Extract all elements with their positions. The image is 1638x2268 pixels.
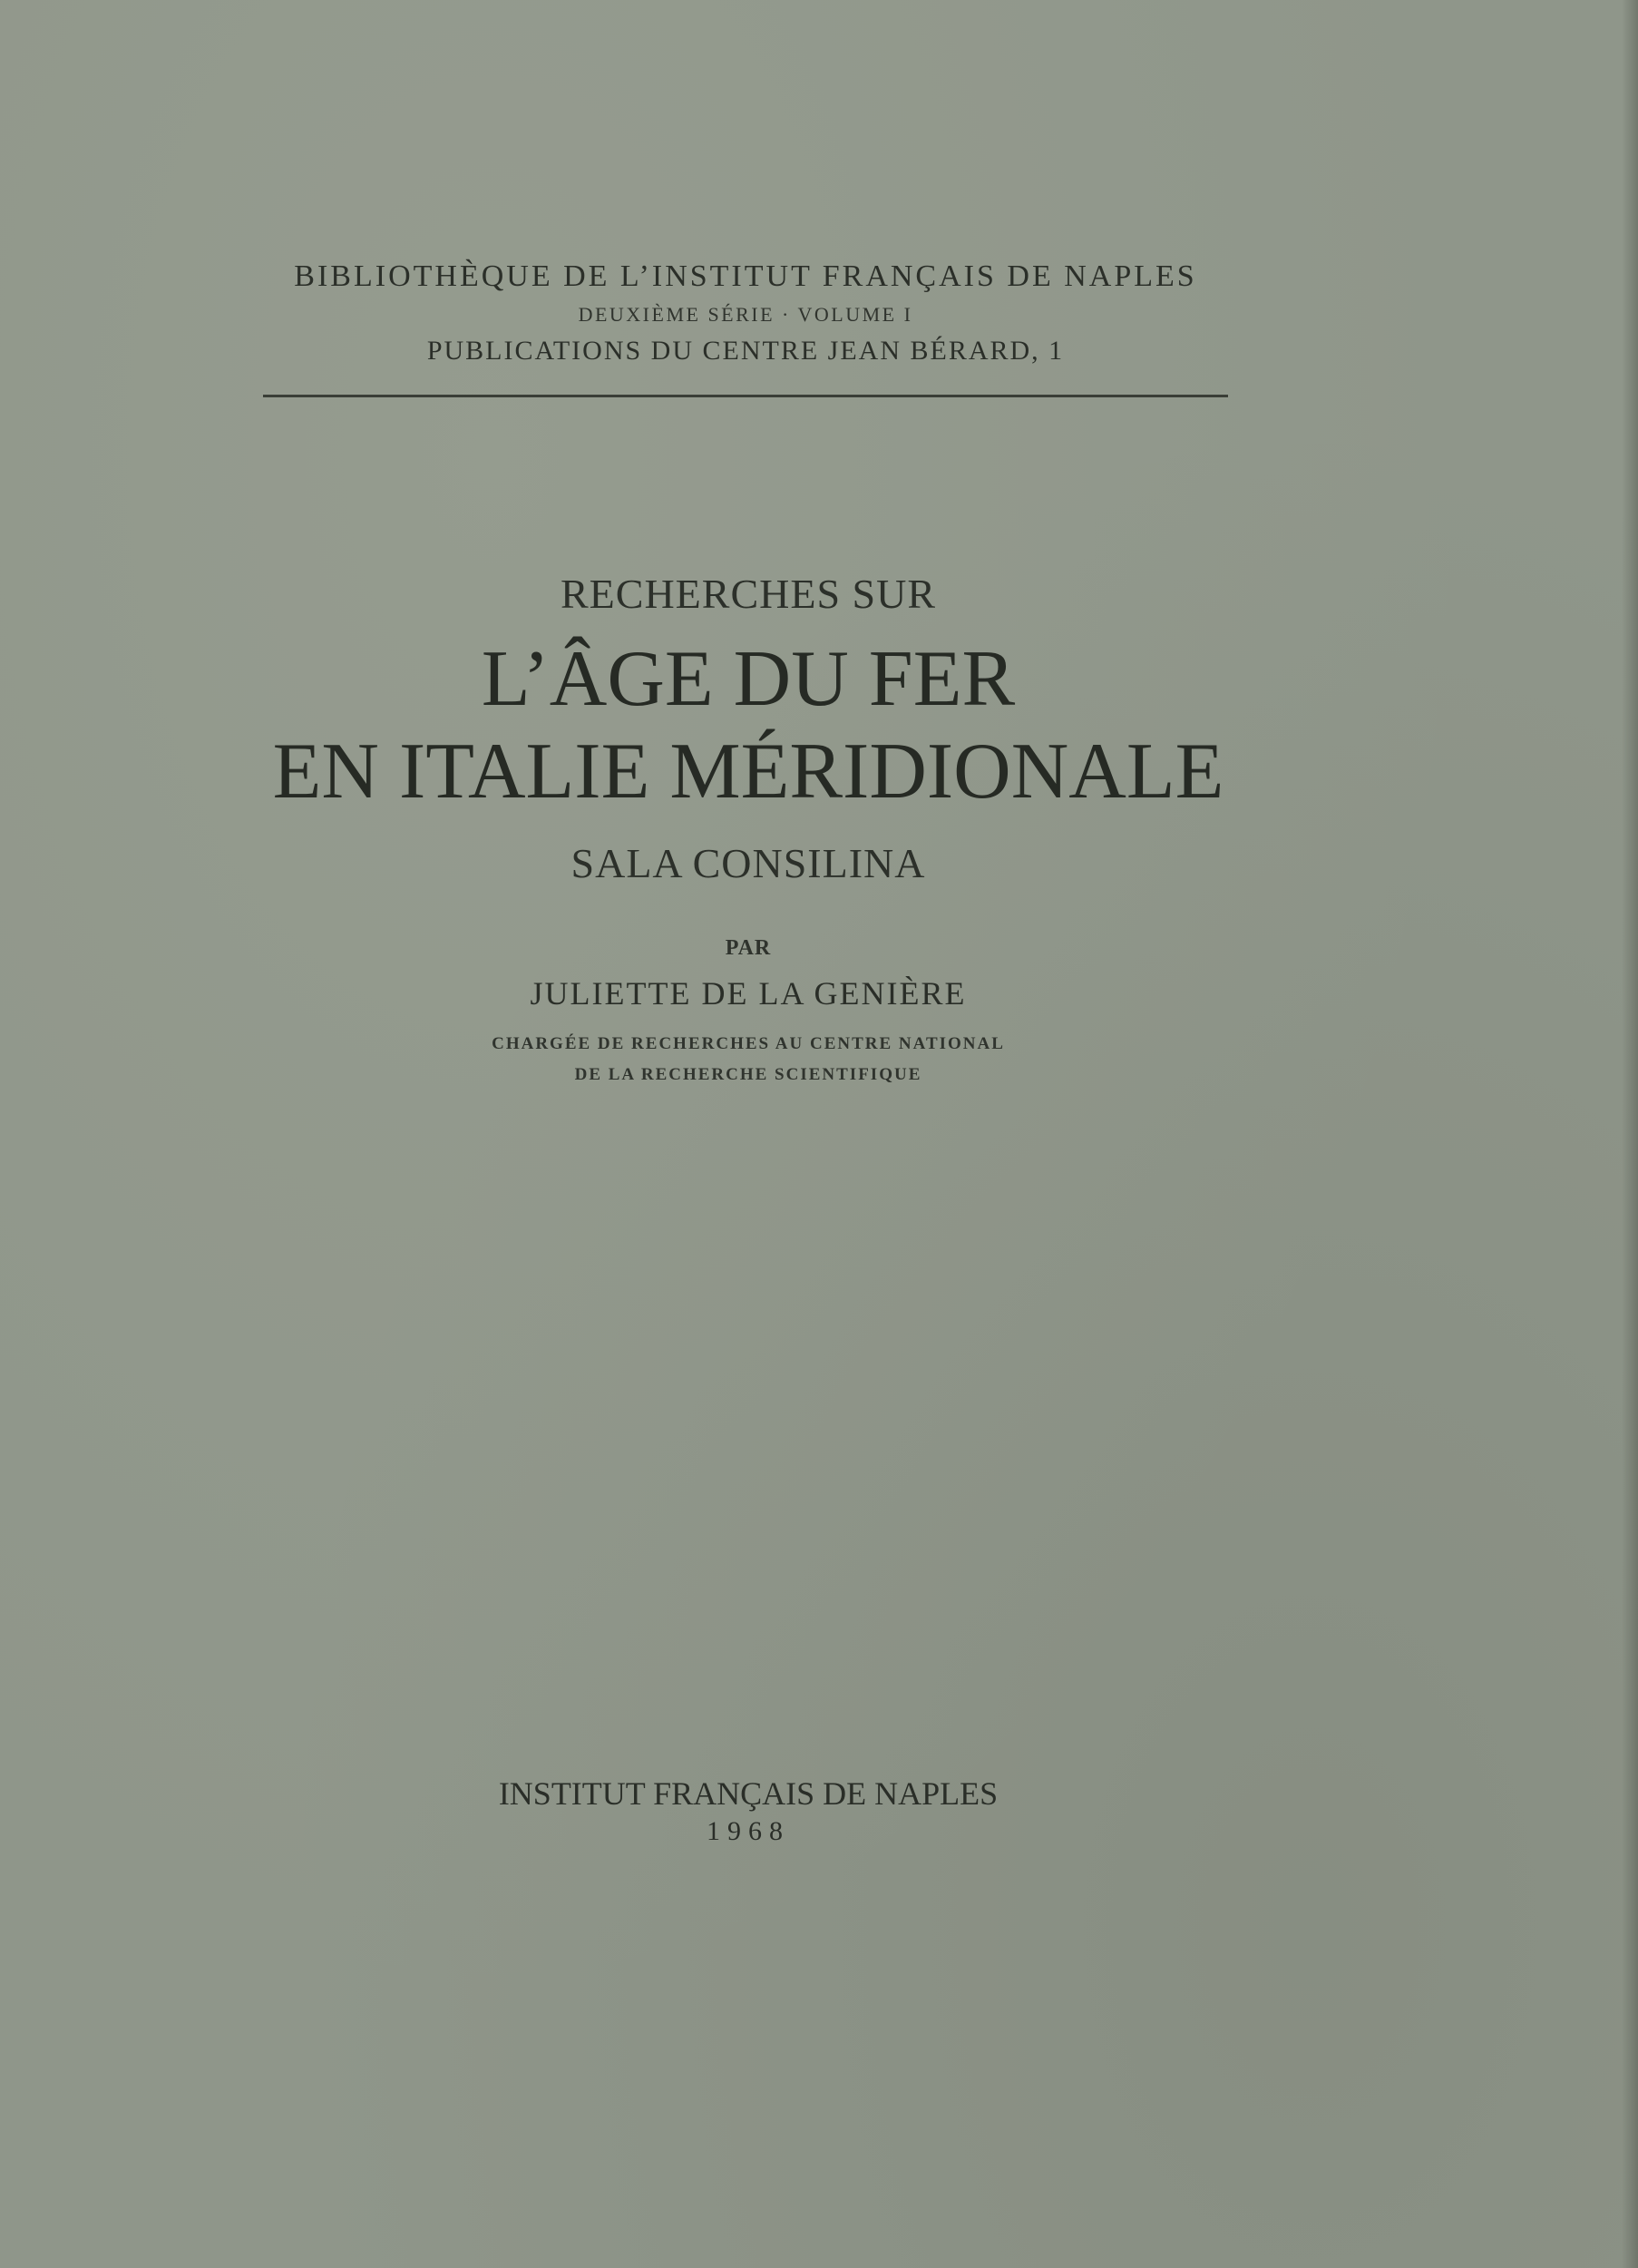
author-affiliation-line-1: CHARGÉE DE RECHERCHES AU CENTRE NATIONAL xyxy=(492,1034,1005,1053)
pre-title: RECHERCHES SUR xyxy=(560,571,937,617)
page-edge-shadow xyxy=(1622,0,1638,2268)
series-volume: DEUXIÈME SÉRIE · VOLUME I xyxy=(578,303,913,326)
series-publication: PUBLICATIONS DU CENTRE JEAN BÉRARD, 1 xyxy=(426,336,1065,366)
main-title-line-2: EN ITALIE MÉRIDIONALE xyxy=(272,728,1224,816)
series-title: BIBLIOTHÈQUE DE L’INSTITUT FRANÇAIS DE NAPLES xyxy=(294,259,1197,293)
author-name: JULIETTE DE LA GENIÈRE xyxy=(530,975,967,1012)
author-affiliation-line-2: DE LA RECHERCHE SCIENTIFIQUE xyxy=(574,1065,922,1084)
by-label: PAR xyxy=(725,936,772,960)
publication-year: 1968 xyxy=(707,1816,790,1846)
series-header xyxy=(263,257,1228,397)
imprint xyxy=(363,1774,1134,1850)
book-subtitle: SALA CONSILINA xyxy=(570,840,926,886)
main-title-line-1: L’ÂGE DU FER xyxy=(481,635,1016,723)
publisher-name: INSTITUT FRANÇAIS DE NAPLES xyxy=(498,1775,999,1812)
horizontal-rule xyxy=(263,395,1228,397)
title-block xyxy=(181,562,1315,1090)
